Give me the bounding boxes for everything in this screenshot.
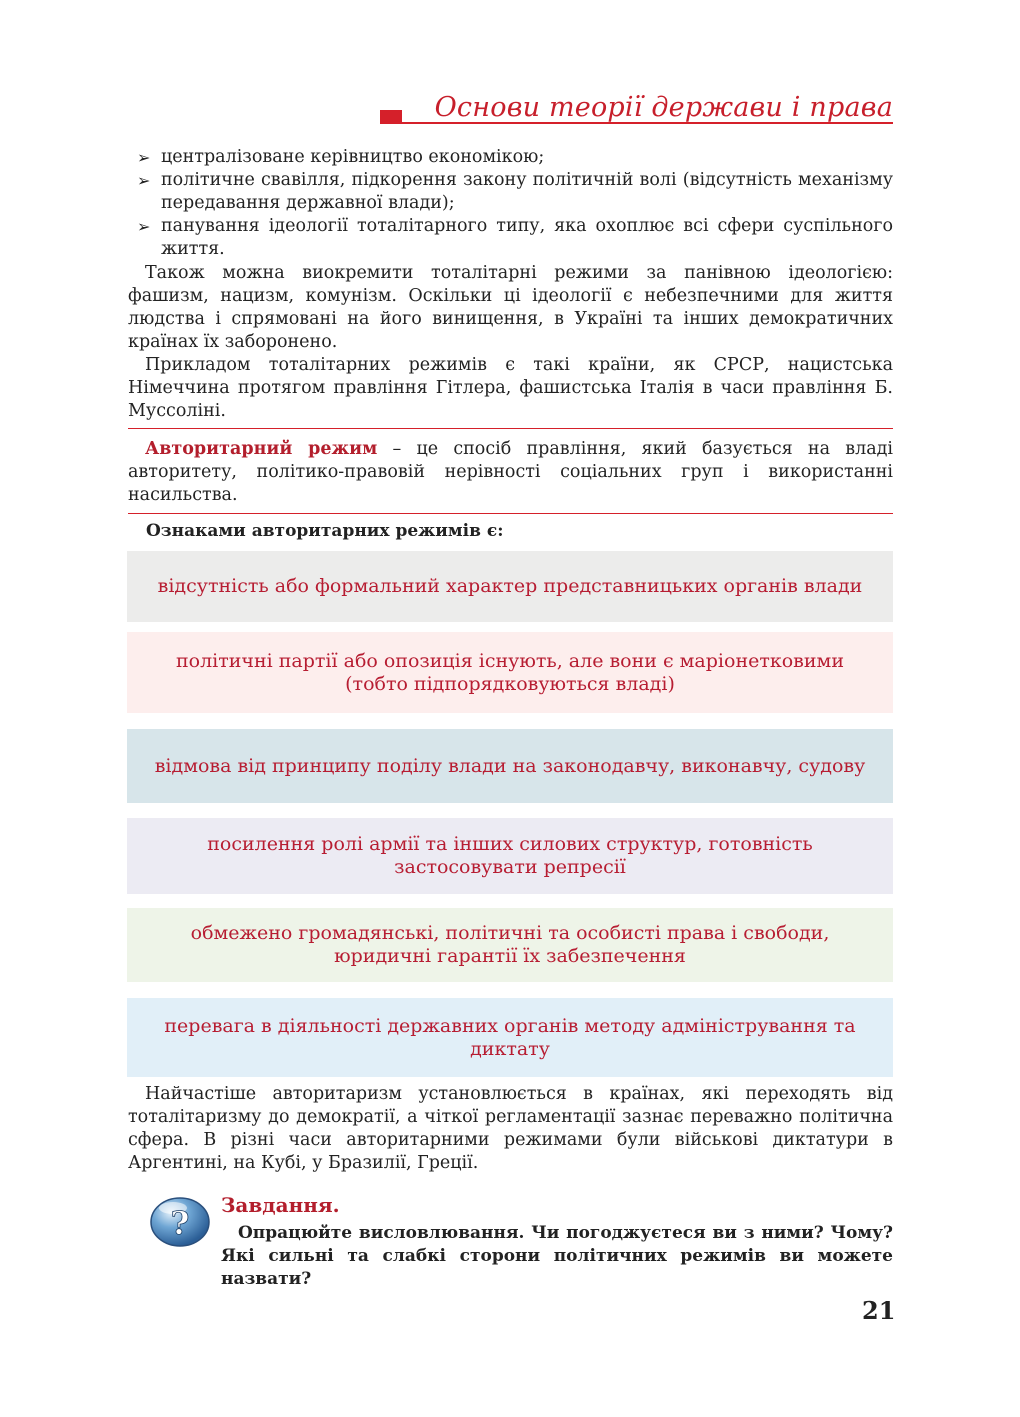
question-icon [149,1193,211,1248]
paragraph-authoritarianism: Найчастіше авторитаризм установлюється в країнах, які переходять від тоталітаризму до демократії, а чіткої регламентації зазнає переважно політична сфера. В різні часи авторитарними режимами були військові диктатури в Аргентині, на Кубі, у Бразилії, Греції. [128,1084,893,1173]
feature-text: відмова від принципу поділу влади на законодавчу, виконавчу, судову [154,754,866,777]
list-item-text: політичне свавілля, підкорення закону політичній волі (відсутність механізму передавання державної влади); [161,170,893,213]
definition-block [128,428,893,514]
task-title: Завдання. [221,1193,340,1217]
paragraph-examples: Прикладом тоталітарних режимів є такі країни, як СРСР, нацистська Німеччина протягом правління Гітлера, фашистська Італія в часи правління Б. Муссоліні. [128,355,893,421]
list-item-text: панування ідеології тоталітарного типу, яка охоплює всі сфери суспільного життя. [161,216,893,259]
feature-box [127,729,893,803]
feature-text: політичні партії або опозиція існують, але вони є маріонетковими (тобто підпорядковуються владі) [176,649,844,695]
page-header [380,92,893,128]
bullet-list [137,146,893,261]
header-title: Основи теорії держави і права [434,92,893,123]
header-red-block [380,110,402,124]
arrow-bullet-icon: ➢ [137,171,151,190]
feature-text: посилення ролі армії та інших силових структур, готовність застосовувати репресії [207,833,813,878]
feature-box [127,908,893,982]
list-item-text: централізоване керівництво економікою; [161,147,545,167]
task-text: Опрацюйте висловлювання. Чи погоджуєтеся ви з ними? Чому? Які сильні та слабкі сторони політичних режимів ви можете назвати? [221,1223,893,1289]
paragraph-ideologies: Також можна виокремити тоталітарні режими за панівною ідеологією: фашизм, нацизм, комунізм. Оскільки ці ідеології є небезпечними для життя людства і спрямовані на його винищення, в Україні та інших демократичних країнах їх заборонено. [128,263,893,352]
list-item [137,169,893,215]
feature-box [127,818,893,894]
page-number: 21 [862,1296,896,1325]
feature-text: обмежено громадянські, політичні та особисті права і свободи, юридичні гарантії їх забезпечення [190,922,830,967]
feature-text: перевага в діяльності державних органів методу адміністрування та диктату [164,1014,856,1060]
arrow-bullet-icon: ➢ [137,217,151,236]
list-item [137,215,893,261]
feature-box [127,632,893,713]
definition-text: – це спосіб правління, який базується на владі авторитету, політико-правовій нерівності соціальних груп і використанні насильства. [128,439,893,505]
features-heading: Ознаками авторитарних режимів є: [146,521,504,541]
feature-box [127,998,893,1077]
feature-text: відсутність або формальний характер представницьких органів влади [157,575,863,597]
definition-term: Авторитарний режим [145,439,378,459]
list-item [137,146,893,169]
svg-text:?: ? [170,1204,190,1242]
feature-box [127,551,893,622]
arrow-bullet-icon: ➢ [137,148,151,167]
